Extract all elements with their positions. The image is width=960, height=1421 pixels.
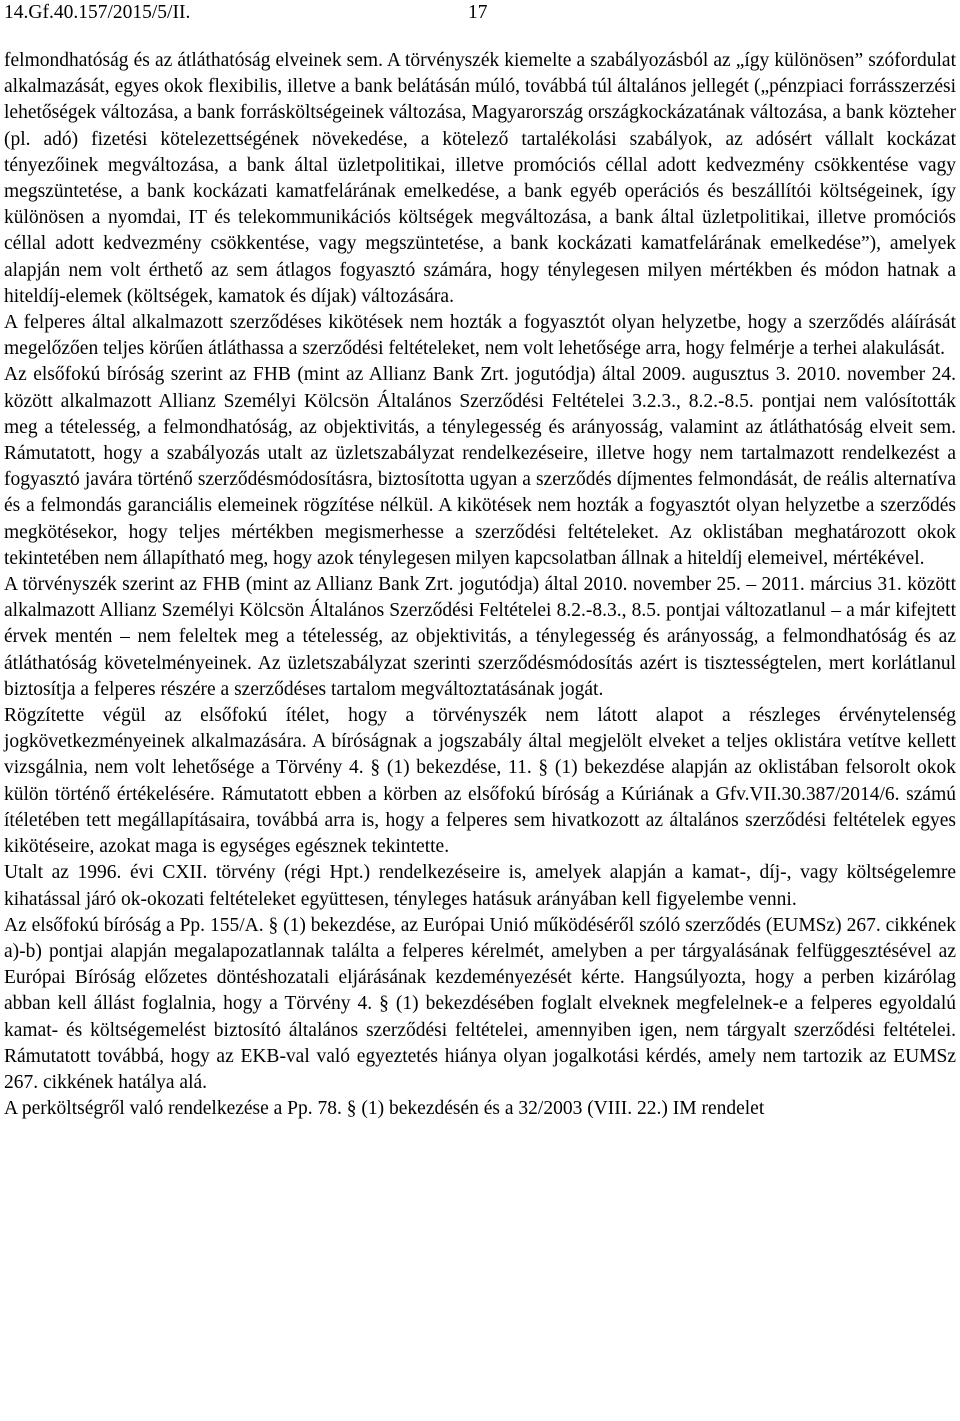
- document-body: [4, 48, 956, 1122]
- paragraph: A felperes által alkalmazott szerződéses kikötések nem hozták a fogyasztót olyan helyzetbe, hogy a szerződés aláírását megelőzően teljes körűen átláthassa a szerződési feltételeket, nem volt lehetősége arra, hogy felmérje a terhei alakulását.: [4, 312, 956, 360]
- page-number: 17: [468, 2, 488, 23]
- paragraph: A törvényszék szerint az FHB (mint az Allianz Bank Zrt. jogutódja) által 2010. november 25. – 2011. március 31. között alkalmazott Allianz Személyi Kölcsön Általános Szerződési Feltételei 8.2.-8.3., 8.5. pontjai változatlanul – a már kifejtett érvek mentén – nem feleltek meg a tételesség, az objektivitás, a ténylegesség és arányosság, a felmondhatóság és az átláthatóság követelményeinek. Az üzletszabályzat szerinti szerződésmódosítás azért is tisztességtelen, mert korlátlanul biztosítja a felperes részére a szerződéses tartalom megváltoztatásának jogát.: [4, 574, 956, 700]
- paragraph: A perköltségről való rendelkezése a Pp. 78. § (1) bekezdésén és a 32/2003 (VIII. 22.) IM rendelet: [4, 1098, 765, 1120]
- document-id: 14.Gf.40.157/2015/5/II.: [4, 2, 191, 23]
- page-header: [0, 0, 960, 30]
- paragraph: Az elsőfokú bíróság a Pp. 155/A. § (1) bekezdése, az Európai Unió működéséről szóló szerződés (EUMSz) 267. cikkének a)-b) pontjai alapján megalapozatlannak találta a felperes kérelmét, amelyben a per tárgyalásának felfüggesztésével az Európai Bíróság előzetes döntéshozatali eljárásának kezdeményezését kérte. Hangsúlyozta, hogy a perben kizárólag abban kell állást foglalnia, hogy a Törvény 4. § (1) bekezdésében foglalt elveknek megfelelnek-e a felperes egyoldalú kamat- és költségemelést biztosító általános szerződési feltételei, amennyiben igen, nem tárgyalt szerződési feltételei. Rámutatott továbbá, hogy az EKB-val való egyeztetés hiánya olyan jogalkotási kérdés, amely nem tartozik az EUMSz 267. cikkének hatálya alá.: [4, 914, 956, 1093]
- paragraph: Utalt az 1996. évi CXII. törvény (régi Hpt.) rendelkezéseire is, amelyek alapján a kamat-, díj-, vagy költségelemre kihatással járó ok-okozati feltételeket együttesen, tényleges hatásuk arányában kell figyelembe venni.: [4, 862, 956, 910]
- paragraph: felmondhatóság és az átláthatóság elveinek sem. A törvényszék kiemelte a szabályozásból az „így különösen” szófordulat alkalmazását, egyes okok flexibilis, illetve a bank belátásán múló, továbbá túl általános jellegét („pénzpiaci forrásszerzési lehetőségek változása, a bank forrásköltségeinek változása, Magyarország országkockázatának változása, a bank közteher (pl. adó) fizetési kötelezettségének növekedése, a kötelező tartalékolási szabályok, az adósért vállalt kockázat tényezőinek megváltozása, a bank által üzletpolitikai, illetve promóciós céllal adott kedvezmény csökkentése vagy megszüntetése, a bank kockázati kamatfelárának emelkedése, a bank egyéb operációs és beszállítói költségeinek, így különösen a nyomdai, IT és telekommunikációs költségek megváltozása, a bank által üzletpolitikai, illetve promóciós céllal adott kedvezmény csökkentése, vagy megszüntetése, a bank kockázati kamatfelárának emelkedése”), amelyek alapján nem volt érthető az sem átlagos fogyasztó számára, hogy ténylegesen milyen mértékben és módon hatnak a hiteldíj-elemek (költségek, kamatok és díjak) változására.: [4, 50, 956, 307]
- paragraph: Rögzítette végül az elsőfokú ítélet, hogy a törvényszék nem látott alapot a részleges érvénytelenség jogkövetkezményeinek alkalmazására. A bíróságnak a jogszabály által megjelölt elveket a teljes oklistára vetítve kellett vizsgálnia, nem volt lehetősége a Törvény 4. § (1) bekezdése, 11. § (1) bekezdése alapján az oklistában felsorolt okok külön történő értékelésére. Rámutatott ebben a körben az elsőfokú bíróság a Kúriának a Gfv.VII.30.387/2014/6. számú ítéletében tett megállapításaira, továbbá arra is, hogy a felperes sem hivatkozott az általános szerződési feltételek egyes kikötéseire, azokat maga is egységes egésznek tekintette.: [4, 705, 956, 858]
- paragraph: Az elsőfokú bíróság szerint az FHB (mint az Allianz Bank Zrt. jogutódja) által 2009. augusztus 3. 2010. november 24. között alkalmazott Allianz Személyi Kölcsön Általános Szerződési Feltételei 3.2.3., 8.2.-8.5. pontjai nem valósították meg a tételesség, a felmondhatóság, az objektivitás, a ténylegesség és arányosság, valamint az átláthatóság elveit sem. Rámutatott, hogy a szabályozás utalt az üzletszabályzat rendelkezéseire, illetve hogy nem tartalmazott rendelkezést a fogyasztó javára történő szerződésmódosításra, biztosította ugyan a szerződés díjmentes felmondását, de reális alternatíva és a felmondás garanciális elemeinek rögzítése nélkül. A kikötések nem hozták a fogyasztót olyan helyzetbe a szerződés megkötésekor, hogy teljes mértékben megismerhesse a szerződési feltételeket. Az oklistában meghatározott okok tekintetében nem állapítható meg, hogy azok ténylegesen milyen kapcsolatban állnak a hiteldíj elemeivel, mértékével.: [4, 364, 956, 569]
